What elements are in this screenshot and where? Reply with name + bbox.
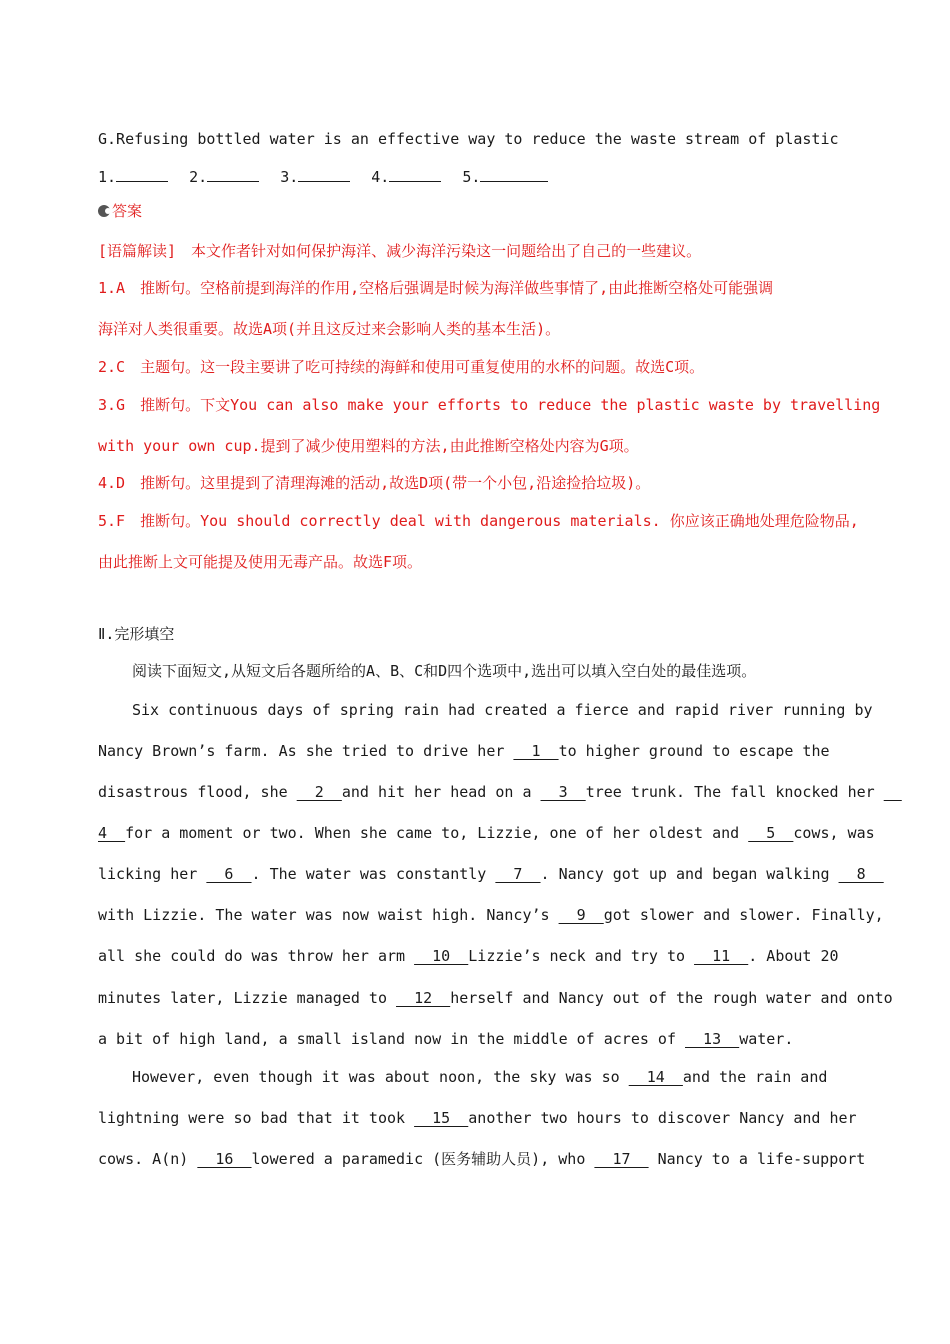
cloze-blank-9[interactable]: 9	[558, 906, 604, 924]
text-segment: . The water was constantly	[251, 865, 496, 883]
text-segment: herself and Nancy out of the rough water and onto	[450, 989, 893, 1007]
cloze-p1-line9	[98, 1029, 793, 1049]
cloze-p1-line4	[98, 823, 875, 843]
text-segment: minutes later, Lizzie managed to	[98, 989, 397, 1007]
answer-heading-text: 答案	[112, 202, 143, 220]
cloze-blank-7[interactable]: 7	[495, 865, 541, 883]
text-segment: and hit her head on a	[341, 783, 541, 801]
text-segment: water.	[739, 1030, 794, 1048]
blank-label-1: 1.	[98, 168, 117, 186]
blank-label-3: 3.	[280, 168, 299, 186]
text-segment: with Lizzie. The water was now waist high. Nancy’s	[98, 906, 559, 924]
cloze-blank-13[interactable]: 13	[685, 1030, 740, 1048]
cloze-p1-line6	[98, 905, 884, 925]
answer-blank-2[interactable]	[207, 167, 259, 182]
cloze-blank-6[interactable]: 6	[206, 865, 252, 883]
cloze-blank-4[interactable]: 4	[98, 824, 126, 842]
cloze-blank-17[interactable]: 17	[594, 1150, 649, 1168]
analysis-3-line2: with your own cup.提到了减少使用塑料的方法,由此推断空格处内容为G项。	[98, 437, 639, 455]
text-segment: a bit of high land, a small island now in the middle of acres of	[98, 1030, 685, 1048]
answer-marker-icon	[98, 205, 110, 217]
text-segment: for a moment or two. When she came to, Lizzie, one of her oldest and	[125, 824, 749, 842]
text-segment: another two hours to discover Nancy and her	[468, 1109, 857, 1127]
analysis-4: 4.D 推断句。这里提到了清理海滩的活动,故选D项(带一个小包,沿途捡拾垃圾)。	[98, 474, 651, 492]
cloze-p2-line1	[132, 1067, 827, 1087]
cloze-p1-line8	[98, 988, 893, 1008]
cloze-blank-1[interactable]: 1	[513, 742, 559, 760]
cloze-blank-2[interactable]: 2	[296, 783, 342, 801]
cloze-section-title: Ⅱ.完形填空	[98, 625, 175, 643]
text-segment: to higher ground to escape the	[558, 742, 830, 760]
text-segment: and the rain and	[682, 1068, 828, 1086]
analysis-5-line2: 由此推断上文可能提及使用无毒产品。故选F项。	[98, 553, 423, 571]
cloze-blank-15[interactable]: 15	[414, 1109, 469, 1127]
cloze-p2-line2	[98, 1108, 857, 1128]
blank-label-4: 4.	[371, 168, 390, 186]
text-segment: lowered a paramedic (医务辅助人员), who	[251, 1150, 595, 1168]
cloze-blank-10[interactable]: 10	[414, 947, 469, 965]
analysis-5-line1: 5.F 推断句。You should correctly deal with dangerous materials. 你应该正确地处理危险物品,	[98, 512, 859, 530]
text-segment: disastrous flood, she	[98, 783, 297, 801]
answer-blanks-row	[98, 167, 548, 187]
cloze-p1-line3	[98, 782, 902, 802]
analysis-intro: [语篇解读] 本文作者针对如何保护海洋、减少海洋污染这一问题给出了自己的一些建议。	[98, 242, 702, 260]
cloze-p1-line7	[98, 946, 839, 966]
cloze-p1-line1: Six continuous days of spring rain had created a fierce and rapid river running by	[132, 701, 873, 719]
cloze-p2-line3	[98, 1149, 865, 1169]
answer-blank-4[interactable]	[389, 167, 441, 182]
blank-label-2: 2.	[189, 168, 208, 186]
text-segment: cows. A(n)	[98, 1150, 198, 1168]
text-segment: However, even though it was about noon, the sky was so	[132, 1068, 629, 1086]
analysis-3-line1: 3.G 推断句。下文You can also make your efforts to reduce the plastic waste by travelling	[98, 396, 881, 414]
blank-label-5: 5.	[462, 168, 481, 186]
cloze-blank-12[interactable]: 12	[396, 989, 451, 1007]
analysis-1-line2: 海洋对人类很重要。故选A项(并且这反过来会影响人类的基本生活)。	[98, 320, 561, 338]
text-segment: tree trunk. The fall knocked her	[585, 783, 884, 801]
text-segment: lightning were so bad that it took	[98, 1109, 415, 1127]
cloze-blank-5[interactable]: 5	[748, 824, 794, 842]
answer-blank-5[interactable]	[480, 167, 548, 182]
cloze-blank-16[interactable]: 16	[197, 1150, 252, 1168]
text-segment: Lizzie’s neck and try to	[468, 947, 695, 965]
text-segment: cows, was	[793, 824, 875, 842]
answer-blank-1[interactable]	[116, 167, 168, 182]
cloze-blank-11[interactable]: 11	[694, 947, 749, 965]
cloze-blank-14[interactable]: 14	[628, 1068, 683, 1086]
cloze-p1-line2	[98, 741, 830, 761]
cloze-blank-8[interactable]: 8	[838, 865, 884, 883]
text-segment: Nancy Brown’s farm. As she tried to drive her	[98, 742, 514, 760]
text-segment: licking her	[98, 865, 207, 883]
cloze-p1-line5	[98, 864, 884, 884]
option-g: G.Refusing bottled water is an effective way to reduce the waste stream of plastic	[98, 130, 839, 148]
text-segment: . About 20	[748, 947, 839, 965]
analysis-1-line1: 1.A 推断句。空格前提到海洋的作用,空格后强调是时候为海洋做些事情了,由此推断空格处可能强调	[98, 279, 774, 297]
text-segment: . Nancy got up and began walking	[540, 865, 839, 883]
answer-blank-3[interactable]	[298, 167, 350, 182]
text-segment: Nancy to a life-support	[648, 1150, 866, 1168]
cloze-blank-4-start[interactable]	[884, 783, 902, 801]
text-segment: all she could do was throw her arm	[98, 947, 415, 965]
cloze-instruction: 阅读下面短文,从短文后各题所给的A、B、C和D四个选项中,选出可以填入空白处的最佳选项。	[132, 662, 757, 680]
text-segment: got slower and slower. Finally,	[603, 906, 884, 924]
cloze-blank-3[interactable]: 3	[540, 783, 586, 801]
analysis-2: 2.C 主题句。这一段主要讲了吃可持续的海鲜和使用可重复使用的水杯的问题。故选C项。	[98, 358, 705, 376]
answer-heading	[98, 201, 142, 221]
